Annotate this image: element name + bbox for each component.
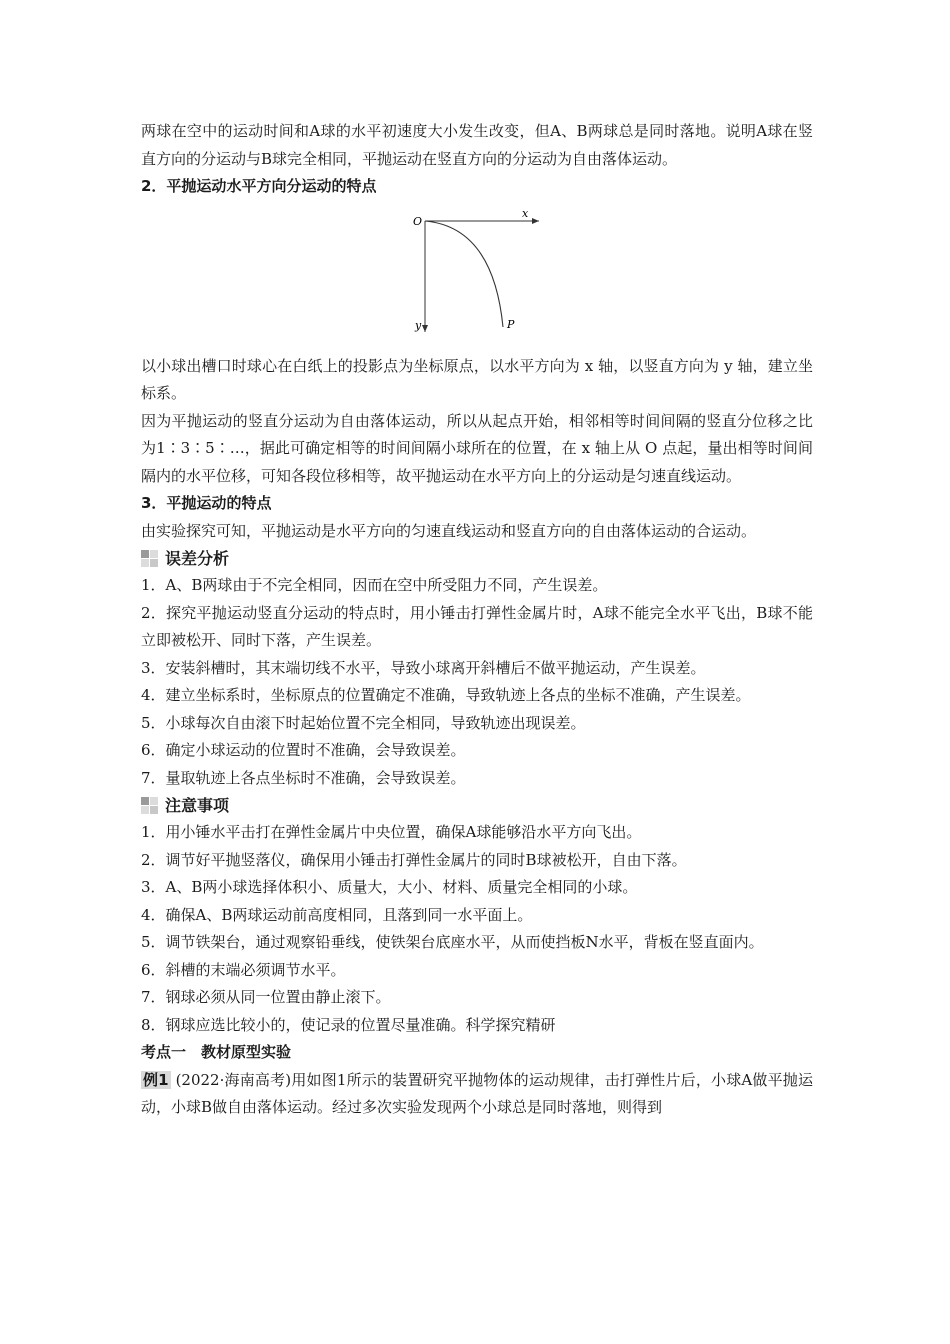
error-analysis-heading — [141, 545, 813, 572]
intro-paragraph: 两球在空中的运动时间和A球的水平初速度大小发生改变，但A、B两球总是同时落地。说明A球在竖直方向的分运动与B球完全相同，平抛运动在竖直方向的分运动为自由落体运动。 — [141, 122, 813, 168]
example-label: 例1 — [143, 1070, 169, 1089]
origin-label: O — [413, 214, 423, 228]
note-item: 8．钢球应选比较小的，使记录的位置尽量准确。科学探究精研 — [141, 1015, 556, 1034]
exam-point-heading: 考点一 教材原型实验 — [141, 1043, 292, 1061]
x-axis-arrow — [532, 218, 539, 224]
trajectory-curve — [425, 221, 503, 327]
document-page — [141, 118, 813, 1122]
error-item: 4．建立坐标系时，坐标原点的位置确定不准确，导致轨迹上各点的坐标不准确，产生误差。 — [141, 686, 751, 704]
note-item: 7．钢球必须从同一位置由静止滚下。 — [141, 988, 391, 1006]
notes-heading — [141, 792, 813, 819]
note-item: 5．调节铁架台，通过观察铅垂线，使铁架台底座水平，从而使挡板N水平，背板在竖直面内。 — [141, 933, 764, 951]
y-axis-label: y — [415, 318, 422, 332]
x-axis-label: x — [522, 206, 529, 220]
note-item: 1．用小锤水平击打在弹性金属片中央位置，确保A球能够沿水平方向飞出。 — [141, 823, 642, 841]
section3-para: 由实验探究可知，平抛运动是水平方向的匀速直线运动和竖直方向的自由落体运动的合运动。 — [141, 521, 757, 540]
y-axis-arrow — [422, 325, 428, 332]
section2-para2: 因为平抛运动的竖直分运动为自由落体运动，所以从起点开始，相邻相等时间间隔的竖直分位移之比为1∶3∶5∶…，据此可确定相等的时间间隔小球所在的位置，在 x 轴上从 O 点起，量出相等时间间隔内的水平位移，可知各段位移相等，故平抛运动在水平方向上的分运动是匀速直线运动。 — [141, 411, 813, 485]
coordinate-figure — [141, 201, 813, 353]
error-item: 1．A、B两球由于不完全相同，因而在空中所受阻力不同，产生误差。 — [141, 576, 608, 594]
example-paragraph — [141, 1067, 813, 1122]
example-text: 用如图1所示的装置研究平抛物体的运动规律，击打弹性片后，小球A做平抛运动，小球B做自由落体运动。经过多次实验发现两个小球总是同时落地，则得到 — [141, 1070, 813, 1116]
error-item: 2．探究平抛运动竖直分运动的特点时，用小锤击打弹性金属片时，A球不能完全水平飞出，B球不能立即被松开、同时下落，产生误差。 — [141, 603, 813, 649]
error-item: 3．安装斜槽时，其末端切线不水平，导致小球离开斜槽后不做平抛运动，产生误差。 — [141, 658, 706, 677]
point-p-label: P — [507, 317, 515, 331]
error-item: 5．小球每次自由滚下时起始位置不完全相同，导致轨迹出现误差。 — [141, 713, 586, 732]
note-item: 2．调节好平抛竖落仪，确保用小锤击打弹性金属片的同时B球被松开，自由下落。 — [141, 850, 687, 869]
note-item: 4．确保A、B两球运动前高度相同，且落到同一水平面上。 — [141, 905, 533, 924]
error-item: 7．量取轨迹上各点坐标时不准确，会导致误差。 — [141, 768, 466, 787]
error-item: 6．确定小球运动的位置时不准确，会导致误差。 — [141, 741, 466, 759]
note-item: 6．斜槽的末端必须调节水平。 — [141, 960, 346, 979]
section2-heading: 2．平抛运动水平方向分运动的特点 — [141, 177, 377, 195]
section-marker-icon — [141, 797, 159, 815]
notes-title: 注意事项 — [165, 796, 230, 815]
example-source: (2022·海南高考) — [175, 1070, 292, 1089]
section-marker-icon — [141, 550, 159, 568]
trajectory-diagram — [403, 207, 543, 337]
section3-heading: 3．平抛运动的特点 — [141, 494, 272, 512]
section2-para1: 以小球出槽口时球心在白纸上的投影点为坐标原点，以水平方向为 x 轴，以竖直方向为 y 轴，建立坐标系。 — [141, 356, 813, 402]
note-item: 3．A、B两小球选择体积小、质量大，大小、材料、质量完全相同的小球。 — [141, 878, 638, 896]
error-analysis-title: 误差分析 — [165, 549, 230, 568]
